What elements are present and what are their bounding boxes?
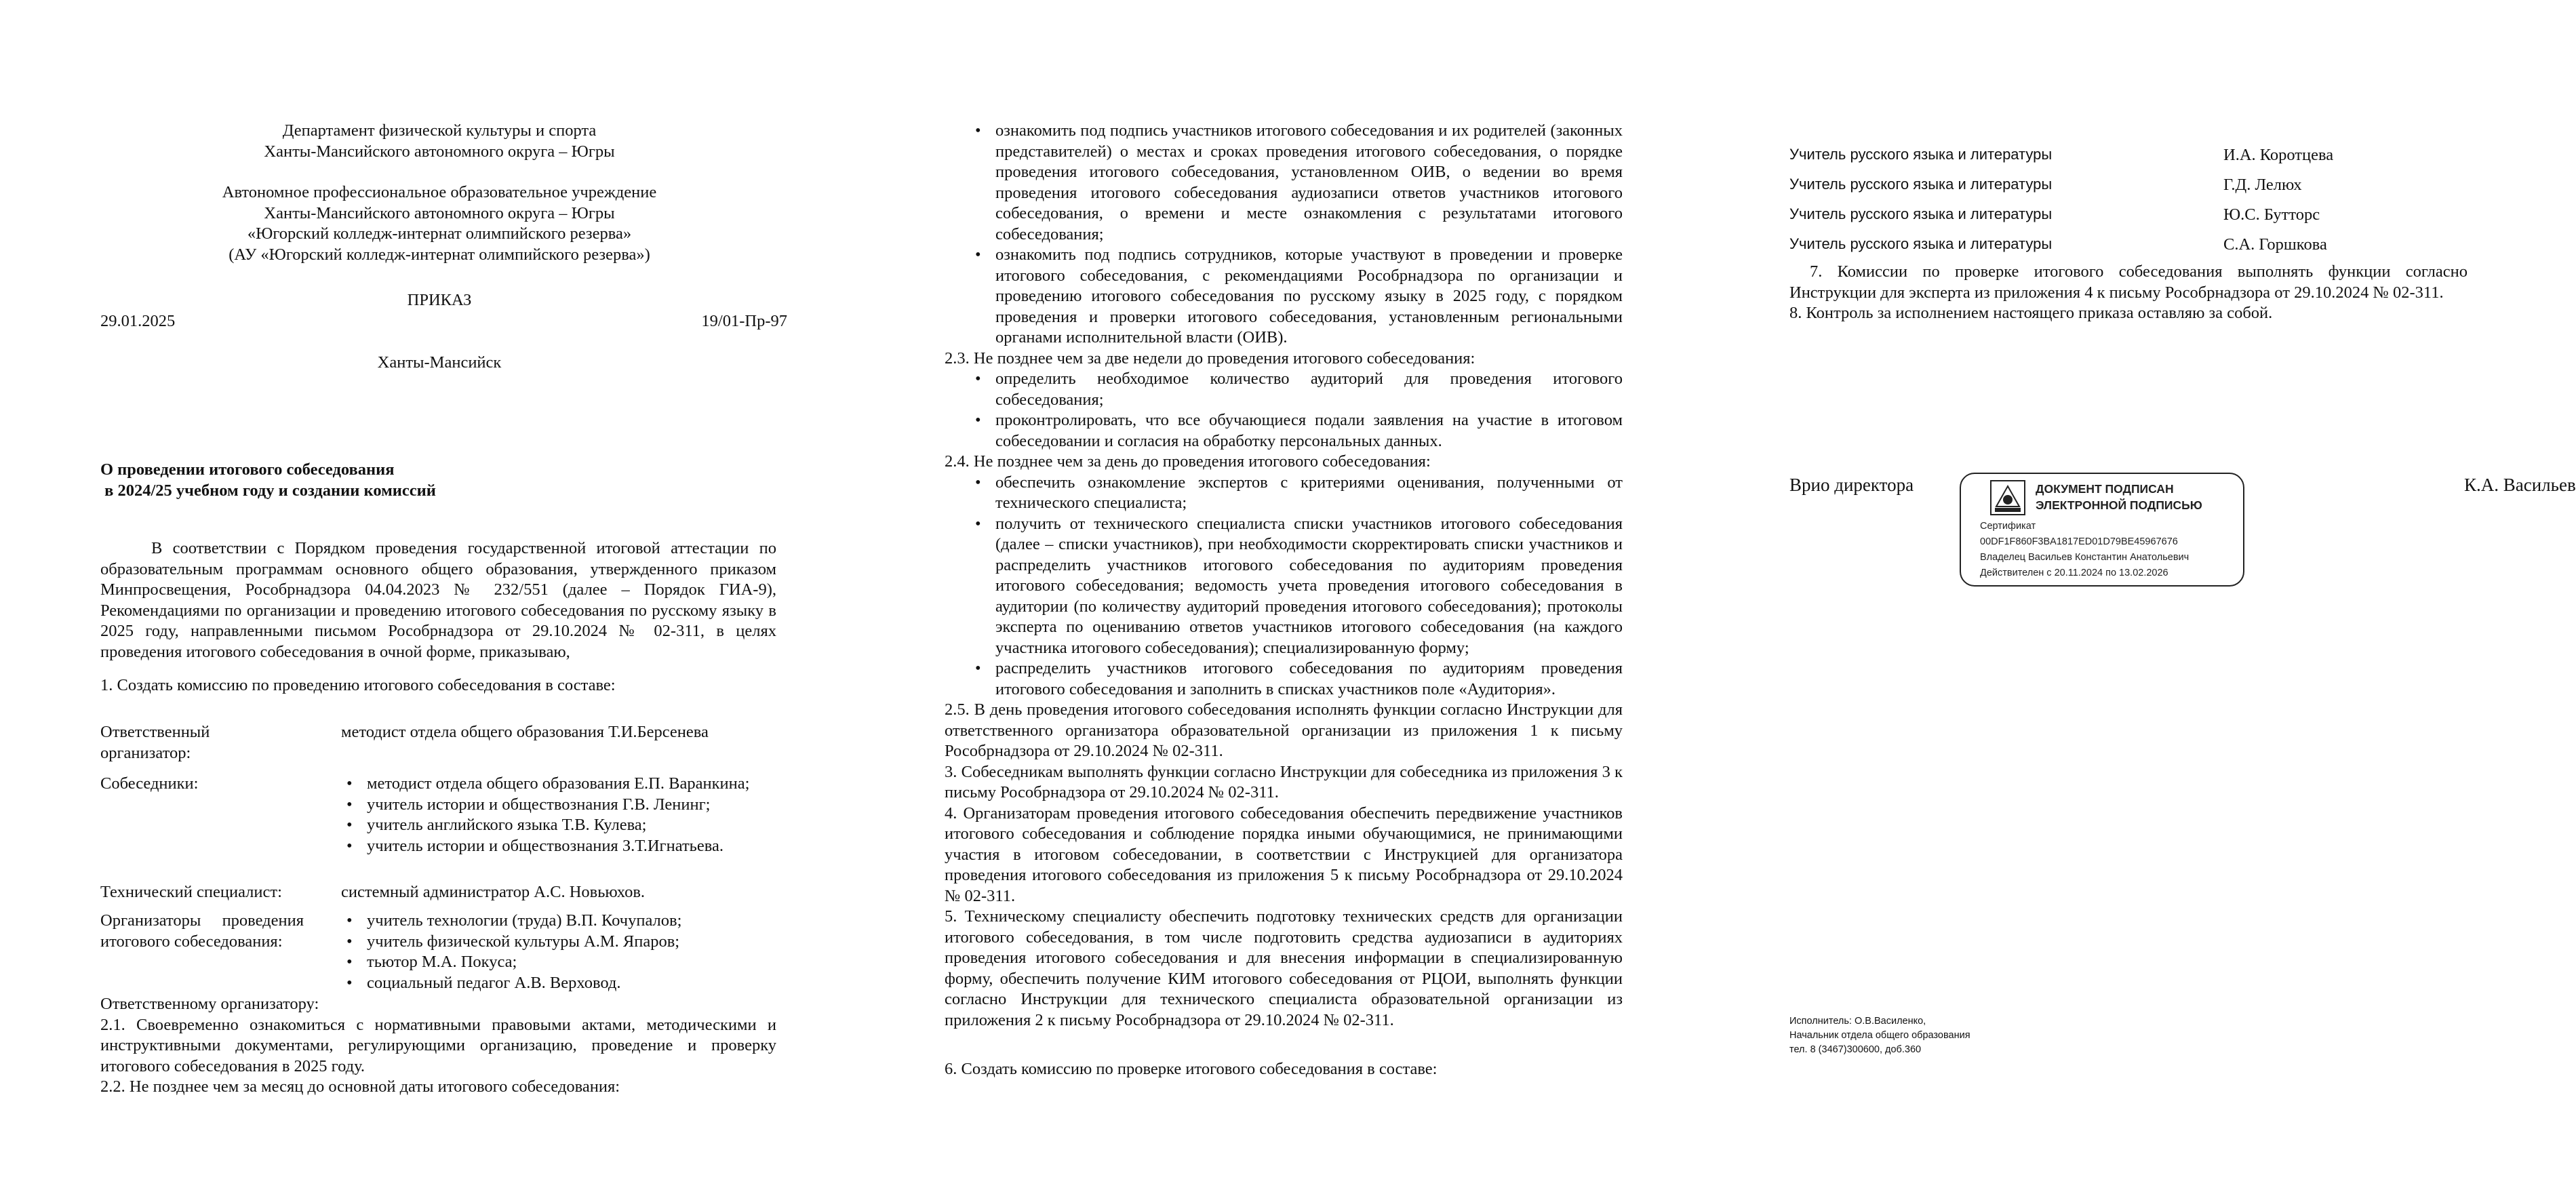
responsible-row (100, 722, 778, 763)
stamp-header (2036, 481, 2202, 513)
executor-line: Исполнитель: О.В.Василенко, (1789, 1016, 1926, 1027)
executor-line: тел. 8 (3467)300600, доб.360 (1789, 1044, 1922, 1055)
list-item: • учитель технологии (труда) В.П. Кочупалов; (367, 911, 778, 932)
document-page-1 (0, 0, 841, 1190)
order-number: 19/01-Пр-97 (701, 311, 787, 330)
table-row (1789, 146, 2468, 176)
subject-line: О проведении итогового собеседования (100, 460, 395, 479)
teacher-role: Учитель русского языка и литературы (1789, 146, 2053, 163)
list-item: • ознакомить под подпись сотрудников, которые участвуют в проведении и проверке итогового собеседования, с рекомендациями Рособрнадзора по организации и проведению итогового собеседования по русскому языку в 2025 году, с порядком проведения и проверки итогового собеседования, установленным региональными органами исполнительной власти (ОИВ). (995, 245, 1623, 349)
item-3: 3. Собеседникам выполнять функции согласно Инструкции для собеседника из приложения 3 к письму Рособрнадзора от 29.10.2024 № 02-311. (945, 762, 1623, 801)
coat-of-arms-icon (1989, 479, 2026, 516)
list-item: • методист отдела общего образования Е.П. Варанкина; (367, 774, 778, 795)
tech-label: Технический специалист: (100, 883, 282, 901)
list-item: • распределить участников итогового собеседования по аудиториям проведения итогового собеседования и заполнить в списках участников поле «Аудитория». (995, 658, 1623, 700)
stamp-details (1980, 519, 2189, 581)
bullets-2-3 (945, 369, 1623, 452)
institution-line: (АУ «Югорский колледж-интернат олимпийского резерва») (229, 245, 650, 264)
list-item: • ознакомить под подпись участников итогового собеседования и их родителей (законных представителей) о местах и сроках проведения итогового собеседования, о порядке проведения итогового собеседования, установленном ОИВ, о ведении во время проведения итогового собеседования аудиозаписи ответов участников итогового собеседования, о времени и месте ознакомления с результатами итогового собеседования; (995, 121, 1623, 245)
item-8: 8. Контроль за исполнением настоящего приказа оставляю за собой. (1789, 304, 2273, 322)
stamp-header-line: ДОКУМЕНТ ПОДПИСАН (2036, 482, 2174, 496)
subject-line: в 2024/25 учебном году и создании комиссий (100, 481, 436, 500)
organizers-list (341, 911, 778, 993)
teacher-name: С.А. Горшкова (2223, 235, 2327, 254)
header-block (100, 121, 778, 265)
order-subject (100, 460, 778, 501)
list-item: • получить от технического специалиста списки участников итогового собеседования (далее – списки участников), при необходимости скорректировать списки участников и распределить участников итогового собеседования по аудиториям проведения итогового собеседования; ведомость учета проведения итогового собеседования в аудитории (по количеству аудиторий проведения итогового собеседования); протоколы эксперта по оцениванию ответов участников итогового собеседования (на каждого участника итогового собеседования); специализированную форму; (995, 514, 1623, 659)
interviewers-row (100, 774, 778, 856)
document-page-3 (1683, 0, 2576, 1190)
item-1: 1. Создать комиссию по проведению итогового собеседования в составе: (100, 676, 616, 694)
list-item: • социальный педагог А.В. Верховод. (367, 973, 778, 994)
page2-body (945, 121, 1623, 1031)
department-line: Ханты-Мансийского автономного округа – Югры (264, 142, 615, 161)
teacher-role: Учитель русского языка и литературы (1789, 176, 2053, 193)
responsible-heading: Ответственному организатору: (100, 995, 319, 1013)
cert-number: 00DF1F860F3BA1817ED01D79BE45967676 (1980, 536, 2178, 547)
item-2-3: 2.3. Не позднее чем за две недели до проведения итогового собеседования: (945, 349, 1475, 368)
intro-paragraph: В соответствии с Порядком проведения государственной итоговой аттестации по образовательным программам основного общего образования, утвержденного приказом Минпросвещения, Рособрнадзора 04.04.2023 № 232/551 (далее – Порядок ГИА-9), Рекомендациями по организации и проведению итогового собеседования по русскому языку в 2025 году, направленными письмом Рособрнадзора от 29.10.2024 № 02-311, в целях проведения итогового собеседования в очной форме, приказываю, (100, 539, 776, 661)
teacher-role: Учитель русского языка и литературы (1789, 235, 2053, 252)
responsible-label: Ответственный организатор: (100, 723, 210, 762)
city: Ханты-Мансийск (377, 353, 502, 372)
tech-row (100, 882, 778, 903)
item-5: 5. Техническому специалисту обеспечить подготовку технических средств для организации итогового собеседования, в том числе подготовить средства аудиозаписи в аудиториях проведения итогового собеседования и для внесения информации в специализированную форму, обеспечить получение КИМ итогового собеседования от РЦОИ, выполнять функции согласно Инструкции для технического специалиста образовательной организации из приложения 2 к письму Рособрнадзора от 29.10.2024 № 02-311. (945, 907, 1623, 1029)
teacher-name: Г.Д. Лелюх (2223, 176, 2302, 194)
organizers-row (100, 911, 778, 993)
department-line: Департамент физической культуры и спорта (282, 121, 597, 140)
table-row (1789, 235, 2468, 265)
teacher-name: Ю.С. Бутторс (2223, 205, 2320, 224)
table-row (1789, 176, 2468, 205)
list-item: • учитель истории и обществознания З.Т.Игнатьева. (367, 836, 778, 857)
item-2-5: 2.5. В день проведения итогового собеседования исполнять функции согласно Инструкции для ответственного организатора образовательной организации из приложения 1 к письму Рособрнадзора от 29.10.2024 № 02-311. (945, 700, 1623, 760)
executor-block (1789, 1014, 1970, 1057)
director-title: Врио директора (1789, 475, 1914, 495)
institution-line: «Югорский колледж-интернат олимпийского резерва» (247, 224, 632, 243)
item-6: 6. Создать комиссию по проверке итогового собеседования в составе: (945, 1060, 1438, 1078)
item-4: 4. Организаторам проведения итогового собеседования обеспечить передвижение участников итогового собеседования и соблюдение порядка иными обучающимися, не принимающими участия в итоговом собеседовании, в соответствии с Инструкцией для организатора проведения итогового собеседования из приложения 5 к письму Рособрнадзора от 29.10.2024 № 02-311. (945, 804, 1623, 905)
interviewers-label: Собеседники: (100, 774, 199, 793)
list-item: • определить необходимое количество аудиторий для проведения итогового собеседования; (995, 369, 1623, 410)
e-signature-stamp (1960, 473, 2244, 587)
cert-owner: Владелец Васильев Константин Анатольевич (1980, 552, 2189, 563)
responsible-value: методист отдела общего образования Т.И.Берсенева (341, 723, 709, 741)
tech-value: системный администратор А.С. Новьюхов. (341, 883, 646, 901)
document-page-2 (841, 0, 1683, 1190)
interviewers-list (341, 774, 778, 856)
list-item: • проконтролировать, что все обучающиеся подали заявления на участие в итоговом собеседовании и согласия на обработку персональных данных. (995, 410, 1623, 452)
order-title: ПРИКАЗ (407, 291, 472, 309)
organizers-label: Организаторы проведения итогового собеседования: (100, 911, 304, 951)
bullets-2-4 (945, 473, 1623, 700)
teachers-list (1789, 146, 2468, 265)
institution-line: Ханты-Мансийского автономного округа – Югры (264, 203, 615, 222)
teacher-role: Учитель русского языка и литературы (1789, 205, 2053, 222)
list-item: • тьютор М.А. Покуса; (367, 952, 778, 973)
list-item: • учитель истории и обществознания Г.В. Ленинг; (367, 795, 778, 816)
list-item: • обеспечить ознакомление экспертов с критериями оценивания, полученными от технического специалиста; (995, 473, 1623, 514)
executor-line: Начальник отдела общего образования (1789, 1030, 1970, 1041)
order-heading (100, 290, 787, 332)
teacher-name: И.А. Коротцева (2223, 146, 2334, 164)
bullets-2-2 (945, 121, 1623, 349)
institution-line: Автономное профессиональное образовательное учреждение (222, 183, 657, 201)
responsible-instructions (100, 994, 776, 1098)
list-item: • учитель английского языка Т.В. Кулева; (367, 815, 778, 836)
item-2-1: 2.1. Своевременно ознакомиться с нормативными правовыми актами, методическими и инструктивными документами, регулирующими организацию, проведение и проверку итогового собеседования в 2025 году. (100, 1015, 776, 1075)
order-date: 29.01.2025 (100, 311, 176, 330)
cert-label: Сертификат (1980, 521, 2036, 532)
list-item: • учитель физической культуры А.М. Япаров; (367, 932, 778, 953)
final-items (1789, 262, 2468, 324)
item-2-2: 2.2. Не позднее чем за месяц до основной даты итогового собеседования: (100, 1077, 620, 1096)
director-name: К.А. Васильев (2464, 475, 2576, 495)
table-row (1789, 205, 2468, 235)
cert-valid: Действителен с 20.11.2024 по 13.02.2026 (1980, 568, 2168, 578)
item-2-4: 2.4. Не позднее чем за день до проведения итогового собеседования: (945, 452, 1431, 471)
item-7: 7. Комиссии по проверке итогового собеседования выполнять функции согласно Инструкции для эксперта из приложения 4 к письму Рособрнадзора от 29.10.2024 № 02-311. (1789, 262, 2468, 302)
stamp-header-line: ЭЛЕКТРОННОЙ ПОДПИСЬЮ (2036, 498, 2202, 512)
